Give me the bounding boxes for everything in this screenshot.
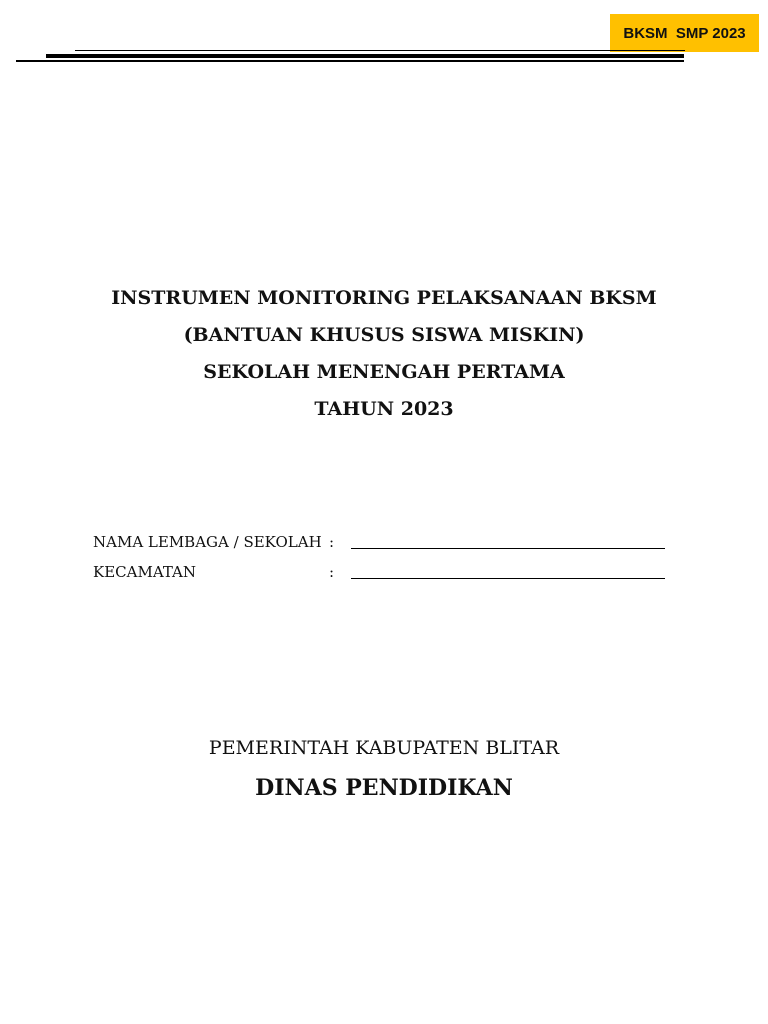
school-name-label: NAMA LEMBAGA / SEKOLAH: [93, 533, 322, 551]
header-rule-thick: [46, 54, 684, 58]
school-name-colon: :: [329, 533, 335, 551]
school-name-blank-line[interactable]: [351, 548, 665, 549]
district-colon: :: [329, 563, 335, 581]
district-blank-line[interactable]: [351, 578, 665, 579]
document-title: [0, 280, 768, 428]
government-name: PEMERINTAH KABUPATEN BLITAR: [208, 737, 560, 759]
header-rule-thin-bottom: [16, 60, 684, 62]
header-badge: BKSM SMP 2023: [610, 14, 759, 52]
department-name: DINAS PENDIDIKAN: [255, 775, 513, 801]
school-name-field: [93, 533, 673, 557]
title-line-3: SEKOLAH MENENGAH PERTAMA: [203, 361, 565, 383]
title-line-2: (BANTUAN KHUSUS SISWA MISKIN): [183, 324, 585, 346]
title-line-4: TAHUN 2023: [314, 398, 454, 420]
district-label: KECAMATAN: [93, 563, 196, 581]
title-line-1: INSTRUMEN MONITORING PELAKSANAAN BKSM: [111, 287, 657, 309]
district-field: [93, 563, 673, 587]
header-rule-thin-top: [75, 50, 685, 51]
